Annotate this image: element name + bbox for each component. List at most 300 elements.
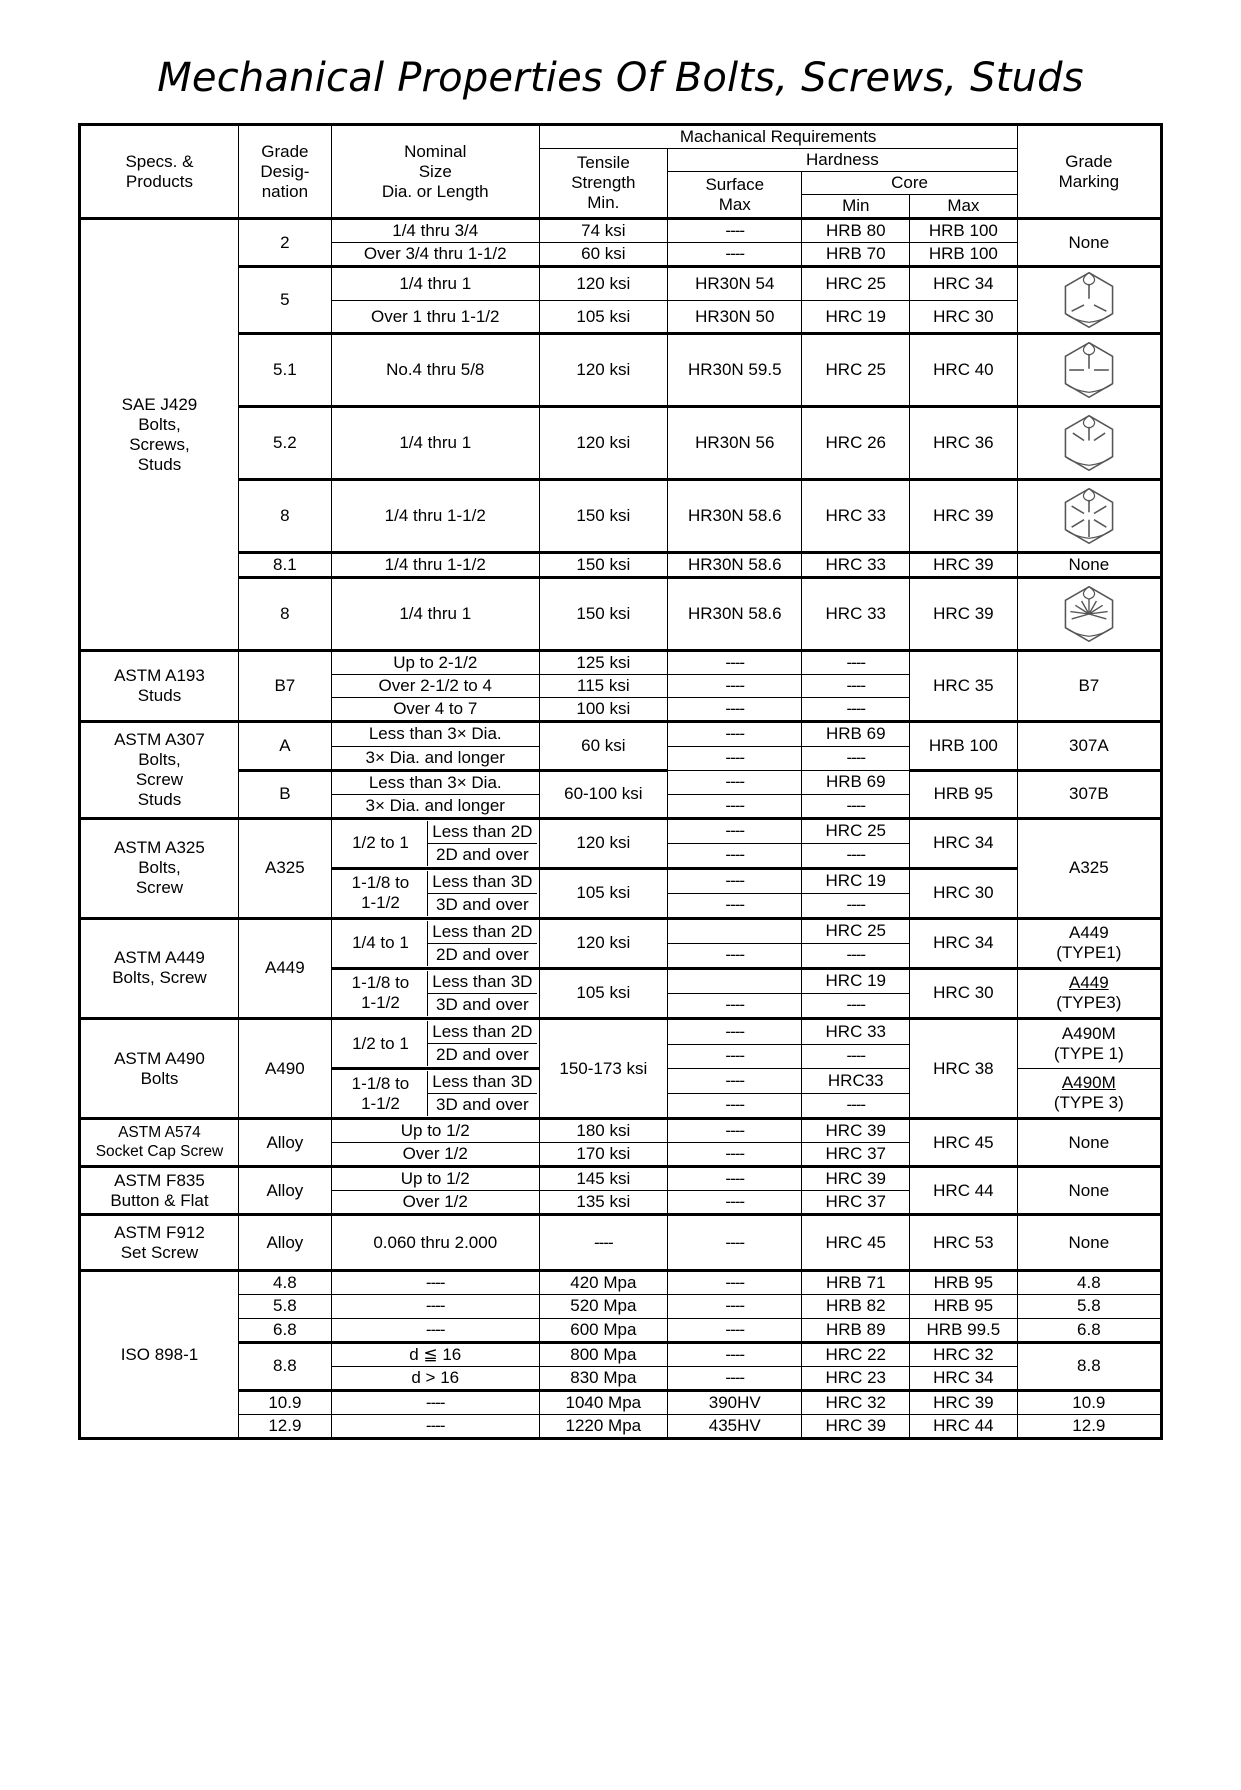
grade-cell: 8 <box>238 480 331 553</box>
page-title: Mechanical Properties Of Bolts, Screws, Studs <box>157 55 1084 101</box>
table-row <box>80 219 1162 243</box>
size-cell: ---- <box>331 1295 539 1318</box>
surface-cell: ---- <box>668 1143 802 1167</box>
size-cell: 1/4 thru 1 <box>331 578 539 651</box>
core-min-cell: ---- <box>802 993 910 1018</box>
size-cell: 1/4 thru 1-1/2 <box>331 553 539 578</box>
size-cell: Over 1 thru 1-1/2 <box>331 300 539 334</box>
surface-cell: HR30N 50 <box>668 300 802 334</box>
nominal-size-split-cell <box>331 868 539 918</box>
surface-cell: HR30N 54 <box>668 267 802 301</box>
marking-line2: (TYPE 3) <box>1053 1093 1124 1113</box>
tensile-cell: 600 Mpa <box>539 1318 667 1342</box>
core-min-cell: HRC 33 <box>802 1019 910 1045</box>
grade-marking-cell <box>1017 1019 1161 1069</box>
table-row <box>80 818 1162 843</box>
core-min-cell: HRB 80 <box>802 219 910 243</box>
core-max-cell: HRC 34 <box>910 918 1018 968</box>
surface-cell: ---- <box>668 1069 802 1094</box>
core-min-cell: HRC33 <box>802 1069 910 1094</box>
nominal-size-subtable <box>334 1021 537 1066</box>
tensile-cell: 125 ksi <box>539 651 667 675</box>
spec-line: ASTM A490 <box>114 1048 205 1068</box>
size-main-cell: 1/2 to 1 <box>334 1021 428 1066</box>
spec-cell-astm-a574 <box>80 1119 239 1167</box>
core-max-cell: HRC 34 <box>910 818 1018 868</box>
spec-cell-astm-f835 <box>80 1167 239 1215</box>
surface-cell: ---- <box>668 770 802 794</box>
surface-cell: ---- <box>668 794 802 818</box>
header-core: Core <box>802 172 1017 195</box>
grade-marking-cell <box>1017 578 1161 651</box>
core-max-cell: HRB 95 <box>910 770 1018 818</box>
core-max-cell: HRC 53 <box>910 1215 1018 1271</box>
core-max-cell: HRC 39 <box>910 578 1018 651</box>
size-cell: 0.060 thru 2.000 <box>331 1215 539 1271</box>
spec-line: ASTM A325 <box>114 838 205 858</box>
header-tensile-line1: Tensile <box>576 153 630 173</box>
surface-cell: ---- <box>668 1093 802 1119</box>
tensile-cell: 150 ksi <box>539 553 667 578</box>
core-max-cell: HRC 38 <box>910 1019 1018 1119</box>
surface-cell: ---- <box>668 1271 802 1295</box>
table-row <box>80 1295 1162 1318</box>
core-min-cell: ---- <box>802 675 910 698</box>
surface-cell: ---- <box>668 746 802 770</box>
size-cell: Up to 1/2 <box>331 1119 539 1143</box>
tensile-cell: 74 ksi <box>539 219 667 243</box>
header-specs-line1: Specs. & <box>125 151 194 171</box>
core-min-cell: HRB 82 <box>802 1295 910 1318</box>
core-min-cell: HRC 23 <box>802 1366 910 1390</box>
surface-cell: ---- <box>668 1342 802 1366</box>
core-min-cell: HRB 71 <box>802 1271 910 1295</box>
grade-marking-cell: None <box>1017 1167 1161 1215</box>
table-row <box>80 1318 1162 1342</box>
properties-table-container <box>0 101 1241 1440</box>
table-row <box>80 1414 1162 1438</box>
spec-line: Bolts, Screw <box>112 968 207 988</box>
size-cell: d > 16 <box>331 1366 539 1390</box>
core-max-cell: HRB 95 <box>910 1271 1018 1295</box>
surface-cell: ---- <box>668 1295 802 1318</box>
header-nominal-line2: Size <box>418 161 452 181</box>
grade-marking-cell <box>1017 480 1161 553</box>
grade-cell: 6.8 <box>238 1318 331 1342</box>
core-min-cell: HRC 25 <box>802 334 910 407</box>
core-min-cell: HRC 19 <box>802 968 910 993</box>
size-cell: Over 2-1/2 to 4 <box>331 675 539 698</box>
header-row-1 <box>80 125 1162 149</box>
size-cell: 1/4 thru 1-1/2 <box>331 480 539 553</box>
core-min-cell: HRC 33 <box>802 578 910 651</box>
surface-cell: ---- <box>668 1119 802 1143</box>
header-specs-line2: Products <box>125 171 193 191</box>
nominal-size-split-cell <box>331 1019 539 1069</box>
spec-line: ASTM A449 <box>114 948 205 968</box>
mechanical-properties-table <box>78 123 1163 1440</box>
header-grade-line1: Grade <box>261 141 309 161</box>
spec-line: Studs <box>137 790 182 810</box>
size-main-cell <box>334 971 428 1016</box>
marking-line1: A449 <box>1068 923 1109 943</box>
grade-cell: A325 <box>238 818 331 918</box>
size-cell: 3× Dia. and longer <box>331 794 539 818</box>
grade-marking-cell <box>1017 1069 1161 1119</box>
table-row <box>80 1342 1162 1366</box>
core-max-cell: HRB 95 <box>910 1295 1018 1318</box>
table-row <box>80 578 1162 651</box>
tensile-cell: 800 Mpa <box>539 1342 667 1366</box>
size-sub-cell: 2D and over <box>428 1044 537 1067</box>
marking-line2: (TYPE3) <box>1056 993 1122 1013</box>
spec-line: Set Screw <box>120 1242 199 1262</box>
core-min-cell: HRC 32 <box>802 1390 910 1414</box>
core-max-cell: HRC 45 <box>910 1119 1018 1167</box>
surface-cell: ---- <box>668 698 802 722</box>
core-max-cell: HRC 40 <box>910 334 1018 407</box>
grade-cell: 10.9 <box>238 1390 331 1414</box>
grade-cell: 12.9 <box>238 1414 331 1438</box>
nominal-size-split-cell <box>331 1069 539 1119</box>
core-min-cell: HRC 26 <box>802 407 910 480</box>
core-max-cell: HRC 35 <box>910 651 1018 722</box>
core-max-cell: HRC 34 <box>910 267 1018 301</box>
marking-line2: (TYPE 1) <box>1053 1044 1124 1064</box>
core-max-cell: HRC 44 <box>910 1167 1018 1215</box>
hex-marking-grade8-icon <box>1020 485 1158 547</box>
grade-cell: 5.8 <box>238 1295 331 1318</box>
spec-cell-astm-a490 <box>80 1019 239 1119</box>
core-min-cell: ---- <box>802 943 910 968</box>
surface-cell: HR30N 58.6 <box>668 553 802 578</box>
core-max-cell: HRC 39 <box>910 553 1018 578</box>
header-tensile-strength <box>539 149 667 219</box>
grade-cell: 5.2 <box>238 407 331 480</box>
core-min-cell: ---- <box>802 651 910 675</box>
grade-cell: A490 <box>238 1019 331 1119</box>
size-main-cell <box>334 871 428 916</box>
core-min-cell: HRC 39 <box>802 1414 910 1438</box>
table-row <box>80 722 1162 746</box>
table-row <box>80 1215 1162 1271</box>
core-min-cell: HRC 33 <box>802 553 910 578</box>
grade-cell: 8.1 <box>238 553 331 578</box>
header-grade-marking-line1: Grade <box>1065 151 1113 171</box>
core-min-cell: ---- <box>802 893 910 918</box>
grade-cell: 8 <box>238 578 331 651</box>
table-row <box>80 651 1162 675</box>
header-hardness: Hardness <box>668 149 1018 172</box>
core-min-cell: HRC 25 <box>802 818 910 843</box>
core-min-cell: HRB 69 <box>802 722 910 746</box>
nominal-size-split-cell <box>331 918 539 968</box>
core-min-cell: HRB 89 <box>802 1318 910 1342</box>
core-max-cell: HRB 100 <box>910 722 1018 770</box>
tensile-cell: 120 ksi <box>539 918 667 968</box>
core-min-cell: ---- <box>802 843 910 868</box>
core-max-cell: HRB 100 <box>910 243 1018 267</box>
nominal-size-subtable <box>334 821 537 866</box>
tensile-cell: 180 ksi <box>539 1119 667 1143</box>
size-cell: Up to 2-1/2 <box>331 651 539 675</box>
grade-marking-cell: None <box>1017 219 1161 267</box>
table-row <box>80 1119 1162 1143</box>
spec-cell-astm-a449 <box>80 918 239 1018</box>
size-sub-cell: 2D and over <box>428 843 537 866</box>
core-min-cell: HRC 22 <box>802 1342 910 1366</box>
header-nominal-line1: Nominal <box>404 141 467 161</box>
size-sub-cell: 3D and over <box>428 1094 537 1117</box>
core-min-cell: HRC 45 <box>802 1215 910 1271</box>
table-row <box>80 480 1162 553</box>
grade-cell: 5.1 <box>238 334 331 407</box>
surface-cell: ---- <box>668 1044 802 1069</box>
grade-marking-cell: 10.9 <box>1017 1390 1161 1414</box>
tensile-cell: 60 ksi <box>539 243 667 267</box>
size-cell: ---- <box>331 1414 539 1438</box>
table-row <box>80 553 1162 578</box>
core-max-cell: HRC 32 <box>910 1342 1018 1366</box>
size-cell: 1/4 thru 1 <box>331 267 539 301</box>
surface-cell: ---- <box>668 219 802 243</box>
grade-marking-cell: A325 <box>1017 818 1161 918</box>
grade-marking-cell <box>1017 918 1161 968</box>
grade-marking-cell: B7 <box>1017 651 1161 722</box>
tensile-cell: 150 ksi <box>539 480 667 553</box>
grade-cell: Alloy <box>238 1167 331 1215</box>
tensile-cell: 105 ksi <box>539 300 667 334</box>
tensile-cell: 420 Mpa <box>539 1271 667 1295</box>
hex-marking-grade52-icon <box>1020 412 1158 474</box>
size-cell: d ≦ 16 <box>331 1342 539 1366</box>
nominal-size-subtable <box>334 871 537 916</box>
surface-cell: ---- <box>668 843 802 868</box>
grade-cell: B7 <box>238 651 331 722</box>
core-min-cell: HRC 39 <box>802 1119 910 1143</box>
surface-cell: ---- <box>668 1215 802 1271</box>
core-min-cell: ---- <box>802 1044 910 1069</box>
core-max-cell: HRB 99.5 <box>910 1318 1018 1342</box>
surface-cell: ---- <box>668 893 802 918</box>
surface-cell: ---- <box>668 243 802 267</box>
tensile-cell: 60 ksi <box>539 722 667 770</box>
core-min-cell: HRC 33 <box>802 480 910 553</box>
surface-cell: HR30N 58.6 <box>668 480 802 553</box>
grade-marking-cell: None <box>1017 1119 1161 1167</box>
spec-line: ISO 898-1 <box>120 1344 199 1364</box>
table-row <box>80 334 1162 407</box>
marking-line1: A449 <box>1068 973 1109 993</box>
spec-line: ASTM F835 <box>114 1170 205 1190</box>
header-specs-products <box>80 125 239 219</box>
spec-line: Bolts, <box>138 750 181 770</box>
size-sub-cell: Less than 3D <box>428 971 537 994</box>
size-sub-cell: Less than 2D <box>428 921 537 944</box>
core-max-cell: HRC 30 <box>910 868 1018 918</box>
grade-cell: A449 <box>238 918 331 1018</box>
nominal-size-subtable <box>334 971 537 1016</box>
spec-line: ASTM A307 <box>114 729 205 749</box>
grade-cell: 2 <box>238 219 331 267</box>
nominal-size-subtable <box>334 1071 537 1116</box>
size-main-line1: 1-1/8 to <box>351 873 410 893</box>
size-sub-cell: 3D and over <box>428 993 537 1016</box>
size-cell: Up to 1/2 <box>331 1167 539 1191</box>
spec-line: Studs <box>137 686 182 706</box>
header-surface-line2: Max <box>718 194 751 214</box>
nominal-size-split-cell <box>331 968 539 1018</box>
table-row <box>80 1019 1162 1045</box>
surface-cell: ---- <box>668 1191 802 1215</box>
tensile-cell: 120 ksi <box>539 407 667 480</box>
surface-cell: ---- <box>668 868 802 893</box>
table-row <box>80 918 1162 943</box>
surface-cell <box>668 968 802 993</box>
core-min-cell: ---- <box>802 794 910 818</box>
size-main-line2: 1-1/2 <box>361 893 400 913</box>
core-min-cell: HRC 37 <box>802 1143 910 1167</box>
size-cell: 1/4 thru 3/4 <box>331 219 539 243</box>
tensile-cell: 145 ksi <box>539 1167 667 1191</box>
surface-cell: ---- <box>668 651 802 675</box>
grade-marking-cell <box>1017 334 1161 407</box>
grade-marking-cell: 4.8 <box>1017 1271 1161 1295</box>
surface-cell: ---- <box>668 1019 802 1045</box>
grade-cell: B <box>238 770 331 818</box>
core-max-cell: HRC 34 <box>910 1366 1018 1390</box>
size-sub-cell: Less than 2D <box>428 821 537 844</box>
tensile-cell: 105 ksi <box>539 868 667 918</box>
surface-cell: ---- <box>668 1366 802 1390</box>
spec-cell-iso-898-1 <box>80 1271 239 1438</box>
grade-marking-cell: None <box>1017 553 1161 578</box>
size-main-cell: 1/2 to 1 <box>334 821 428 866</box>
size-cell: Less than 3× Dia. <box>331 770 539 794</box>
grade-cell: 5 <box>238 267 331 334</box>
grade-cell: Alloy <box>238 1215 331 1271</box>
core-min-cell: HRC 37 <box>802 1191 910 1215</box>
size-cell: Over 3/4 thru 1-1/2 <box>331 243 539 267</box>
spec-line: SAE J429 <box>121 394 198 414</box>
core-max-cell: HRC 30 <box>910 300 1018 334</box>
core-min-cell: HRB 70 <box>802 243 910 267</box>
header-surface-line1: Surface <box>705 174 765 194</box>
spec-line: ASTM F912 <box>114 1222 205 1242</box>
size-cell: Less than 3× Dia. <box>331 722 539 746</box>
surface-cell: HR30N 59.5 <box>668 334 802 407</box>
grade-marking-cell <box>1017 267 1161 334</box>
spec-line: Socket Cap Screw <box>95 1142 224 1160</box>
size-main-cell: 1/4 to 1 <box>334 921 428 966</box>
core-min-cell: ---- <box>802 746 910 770</box>
header-tensile-line2: Strength <box>571 173 636 193</box>
header-core-min: Min <box>802 195 910 219</box>
table-row <box>80 267 1162 301</box>
spec-line: ASTM A193 <box>114 666 205 686</box>
grade-marking-cell <box>1017 407 1161 480</box>
size-cell: Over 1/2 <box>331 1143 539 1167</box>
table-row <box>80 1167 1162 1191</box>
size-sub-cell: Less than 2D <box>428 1021 537 1044</box>
surface-cell: ---- <box>668 993 802 1018</box>
nominal-size-split-cell <box>331 818 539 868</box>
marking-line1: A490M <box>1061 1073 1116 1093</box>
spec-cell-astm-a307 <box>80 722 239 818</box>
spec-line: Screw <box>135 770 184 790</box>
spec-cell-astm-a193 <box>80 651 239 722</box>
size-main-cell <box>334 1071 428 1116</box>
surface-cell: 390HV <box>668 1390 802 1414</box>
tensile-cell: ---- <box>539 1215 667 1271</box>
core-max-cell: HRB 100 <box>910 219 1018 243</box>
surface-cell: ---- <box>668 722 802 746</box>
spec-cell-sae-j429 <box>80 219 239 651</box>
table-row <box>80 770 1162 794</box>
spec-line: Button & Flat <box>110 1190 209 1210</box>
core-max-cell: HRC 30 <box>910 968 1018 1018</box>
spec-line: Bolts, <box>138 858 181 878</box>
table-row <box>80 1390 1162 1414</box>
header-grade-designation <box>238 125 331 219</box>
core-min-cell: HRB 69 <box>802 770 910 794</box>
header-grade-line2: Desig- <box>260 161 310 181</box>
surface-cell: HR30N 58.6 <box>668 578 802 651</box>
header-core-max: Max <box>910 195 1018 219</box>
header-mechanical-requirements: Machanical Requirements <box>539 125 1017 149</box>
size-cell: 3× Dia. and longer <box>331 746 539 770</box>
size-sub-cell: 3D and over <box>428 893 537 916</box>
size-cell: ---- <box>331 1271 539 1295</box>
size-main-line2: 1-1/2 <box>361 1093 400 1113</box>
surface-cell <box>668 918 802 943</box>
header-grade-marking-line2: Marking <box>1058 171 1120 191</box>
table-row <box>80 407 1162 480</box>
grade-marking-cell: 307B <box>1017 770 1161 818</box>
tensile-cell: 170 ksi <box>539 1143 667 1167</box>
tensile-cell: 135 ksi <box>539 1191 667 1215</box>
size-cell: Over 1/2 <box>331 1191 539 1215</box>
core-min-cell: HRC 25 <box>802 267 910 301</box>
header-nominal-line3: Dia. or Length <box>381 181 489 201</box>
size-cell: 1/4 thru 1 <box>331 407 539 480</box>
tensile-cell: 120 ksi <box>539 334 667 407</box>
tensile-cell: 1040 Mpa <box>539 1390 667 1414</box>
grade-marking-cell: None <box>1017 1215 1161 1271</box>
marking-line2: (TYPE1) <box>1056 943 1122 963</box>
header-grade-marking <box>1017 125 1161 219</box>
tensile-cell: 120 ksi <box>539 267 667 301</box>
spec-cell-astm-f912 <box>80 1215 239 1271</box>
surface-cell: ---- <box>668 675 802 698</box>
nominal-size-subtable <box>334 921 537 966</box>
surface-cell: ---- <box>668 1318 802 1342</box>
grade-cell: 4.8 <box>238 1271 331 1295</box>
tensile-cell: 150-173 ksi <box>539 1019 667 1119</box>
size-cell: ---- <box>331 1318 539 1342</box>
grade-marking-cell: 5.8 <box>1017 1295 1161 1318</box>
tensile-cell: 520 Mpa <box>539 1295 667 1318</box>
tensile-cell: 105 ksi <box>539 968 667 1018</box>
spec-line: Screws, <box>129 434 190 454</box>
size-sub-cell: 2D and over <box>428 943 537 966</box>
tensile-cell: 120 ksi <box>539 818 667 868</box>
marking-line1: A490M <box>1061 1024 1116 1044</box>
grade-cell: A <box>238 722 331 770</box>
core-min-cell: HRC 25 <box>802 918 910 943</box>
hex-marking-grade51-icon <box>1020 339 1158 401</box>
size-cell: No.4 thru 5/8 <box>331 334 539 407</box>
